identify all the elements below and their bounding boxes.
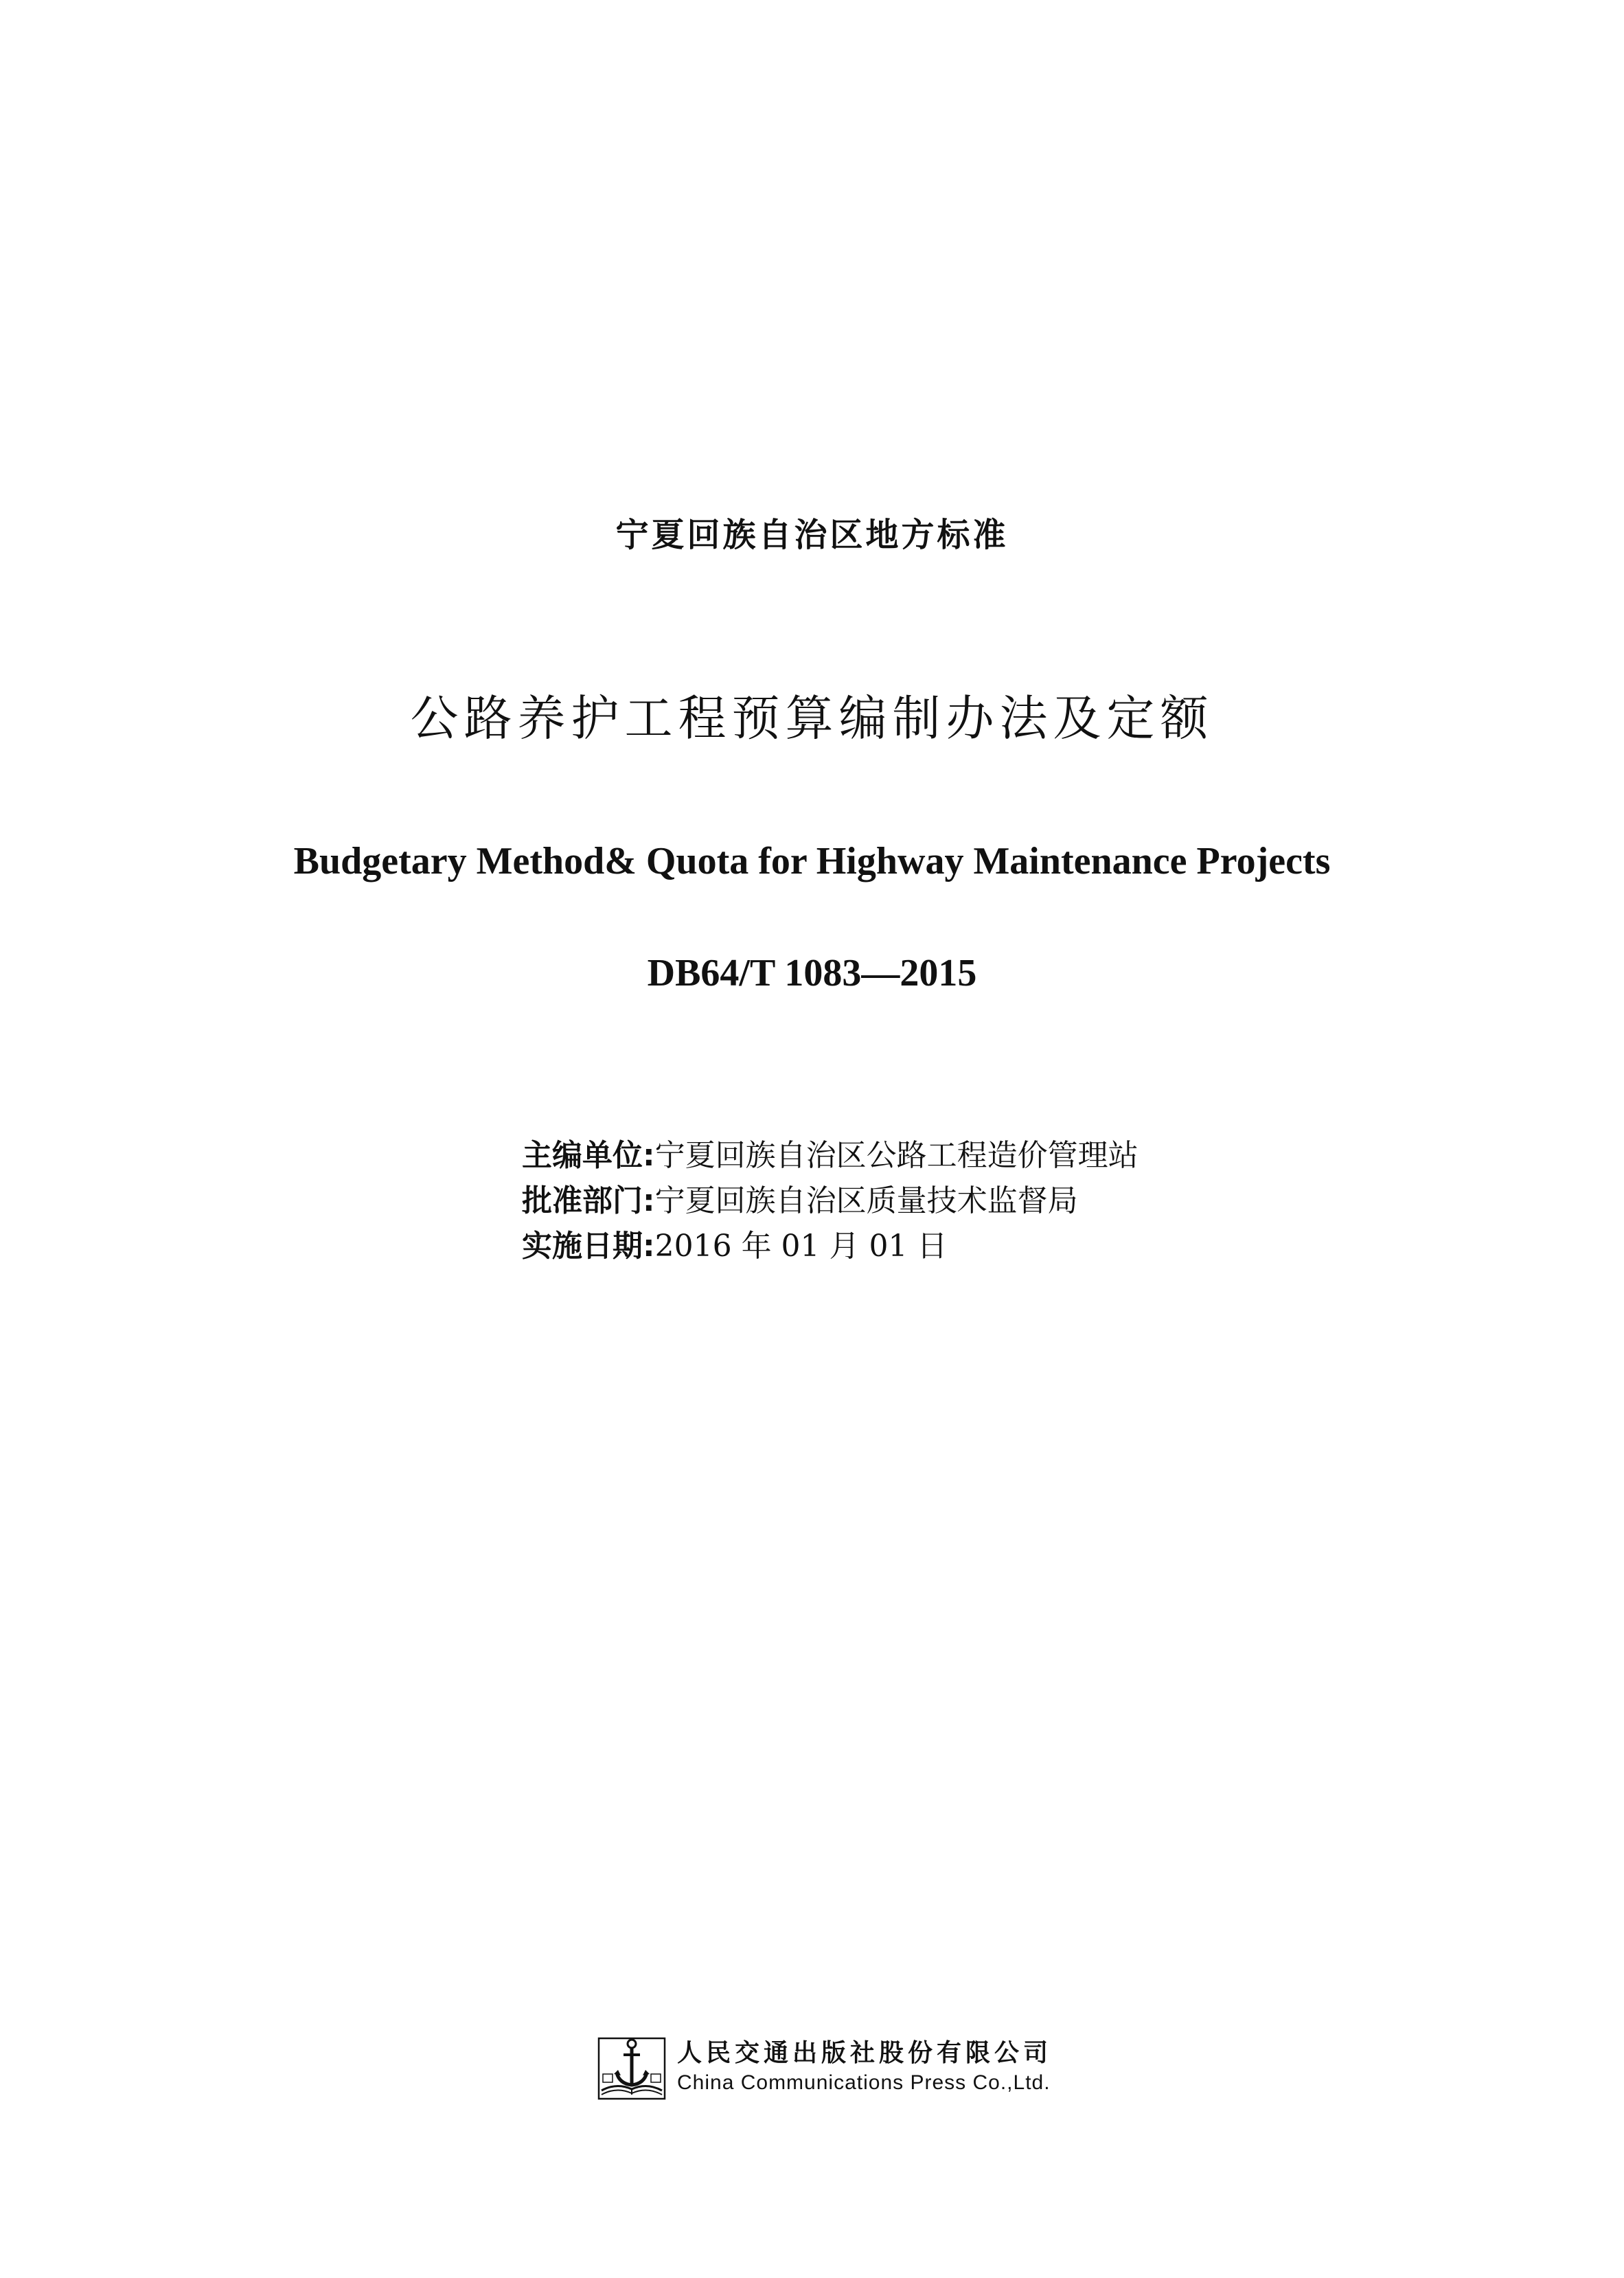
publisher-name-english: China Communications Press Co.,Ltd. bbox=[677, 2071, 1051, 2094]
date-row bbox=[522, 1224, 1139, 1269]
publisher-block bbox=[596, 2029, 1052, 2105]
publication-info bbox=[522, 1133, 1139, 1269]
editor-label: 主编单位: bbox=[522, 1138, 655, 1173]
standard-code: DB64/T 1083—2015 bbox=[647, 952, 977, 994]
approver-row bbox=[522, 1178, 1139, 1224]
title-chinese: 公路养护工程预算编制办法及定额 bbox=[410, 690, 1214, 747]
editor-value: 宁夏回族自治区公路工程造价管理站 bbox=[654, 1138, 1139, 1173]
title-english: Budgetary Method& Quota for Highway Maintenance Projects bbox=[293, 840, 1331, 882]
publisher-name-chinese: 人民交通出版社股份有限公司 bbox=[677, 2039, 1053, 2067]
anchor-book-logo-icon bbox=[596, 2031, 667, 2103]
approver-label: 批准部门: bbox=[522, 1183, 655, 1218]
approver-value: 宁夏回族自治区质量技术监督局 bbox=[654, 1183, 1078, 1218]
editor-row bbox=[522, 1133, 1139, 1178]
publisher-text bbox=[677, 2038, 1052, 2097]
date-value: 2016 年 01 月 01 日 bbox=[654, 1229, 948, 1264]
standard-series: 宁夏回族自治区地方标准 bbox=[615, 516, 1009, 554]
date-label: 实施日期: bbox=[522, 1229, 655, 1264]
